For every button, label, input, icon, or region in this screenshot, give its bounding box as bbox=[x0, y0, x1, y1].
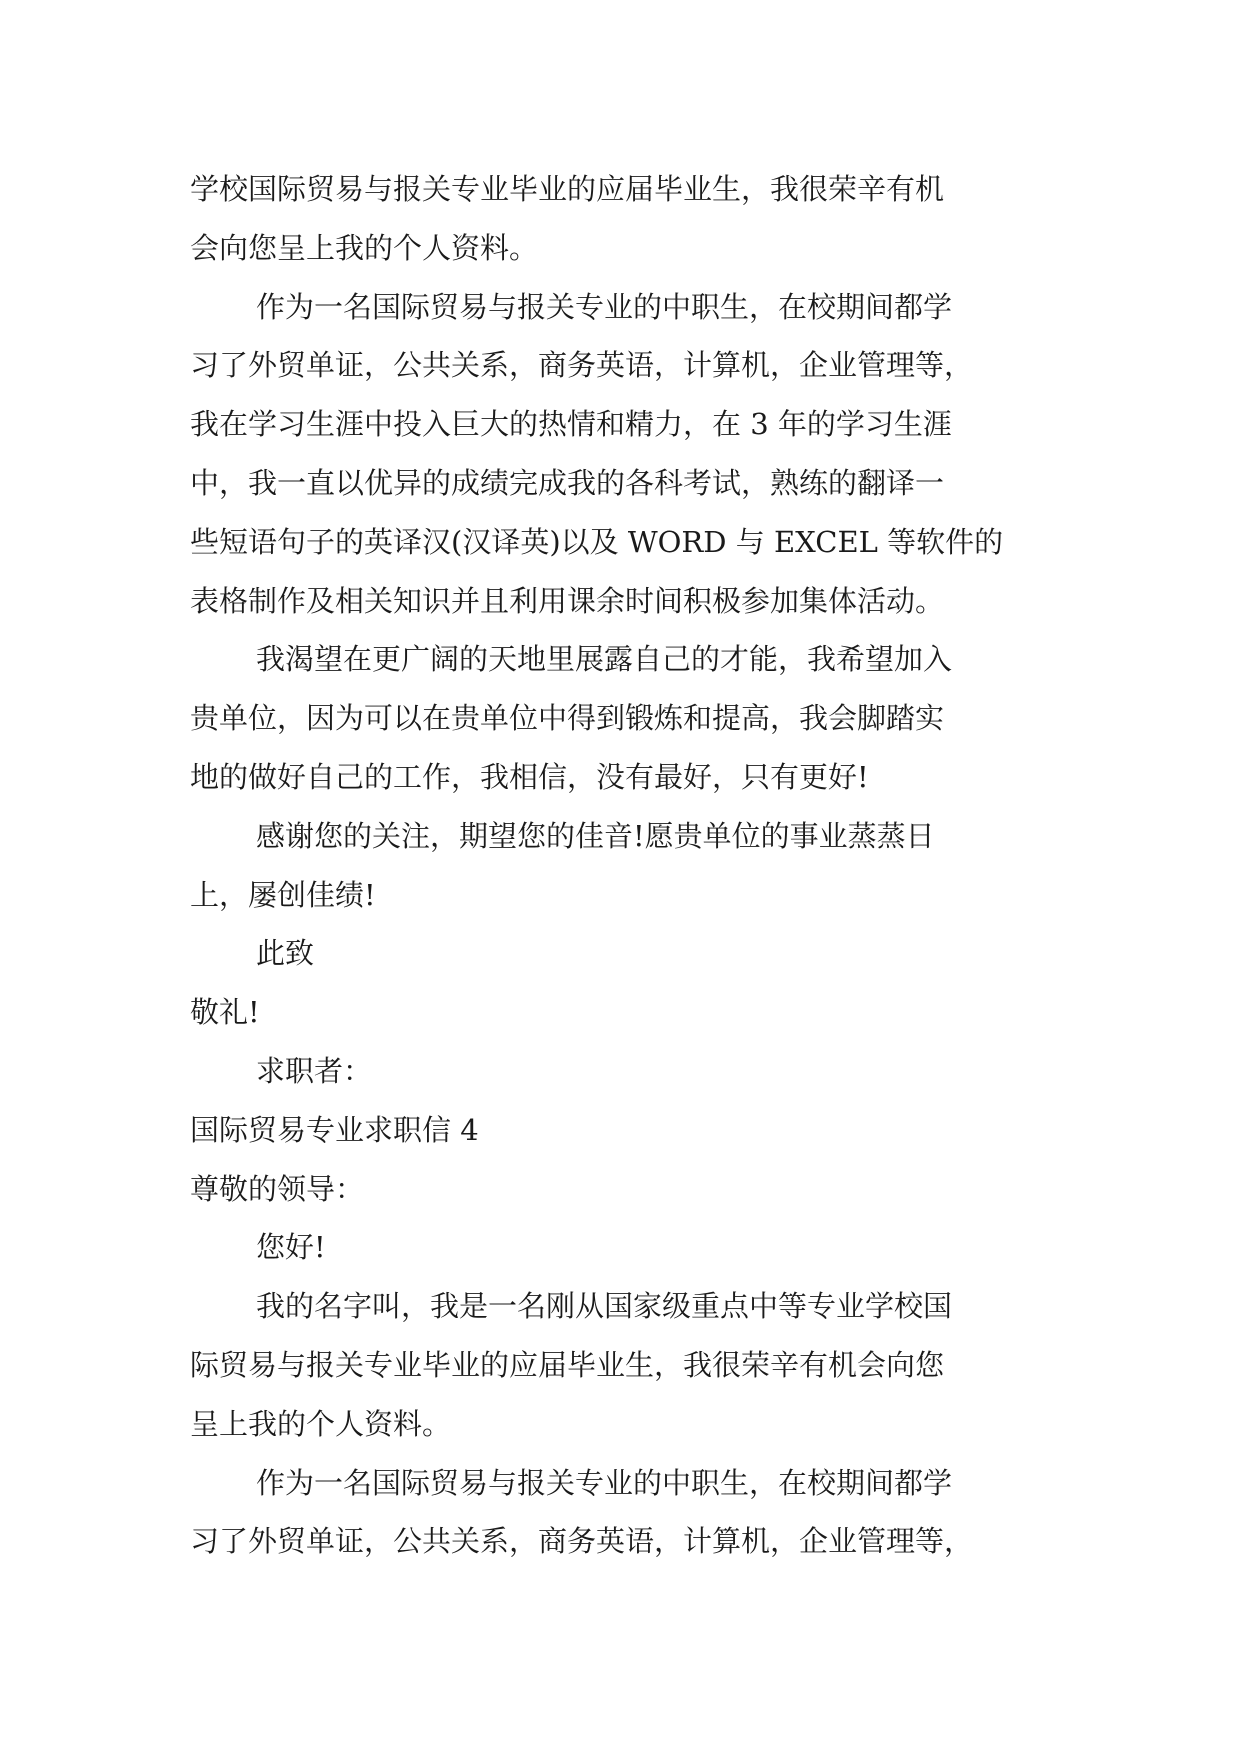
text-line: 地的做好自己的工作，我相信，没有最好，只有更好! bbox=[190, 759, 869, 794]
text-line: 呈上我的个人资料。 bbox=[190, 1406, 452, 1441]
text-line: 会向您呈上我的个人资料。 bbox=[190, 230, 539, 265]
text-line: 些短语句子的英译汉(汉译英)以及 WORD 与 EXCEL 等软件的 bbox=[190, 524, 1004, 559]
text-line: 贵单位，因为可以在贵单位中得到锻炼和提高，我会脚踏实 bbox=[190, 701, 945, 736]
text-line: 表格制作及相关知识并且利用课余时间积极参加集体活动。 bbox=[190, 583, 945, 618]
text-line: 上，屡创佳绩! bbox=[190, 877, 376, 912]
text-line: 作为一名国际贸易与报关专业的中职生，在校期间都学 bbox=[256, 289, 953, 324]
text-line: 习了外贸单证，公共关系，商务英语，计算机，企业管理等， bbox=[190, 348, 974, 383]
text-line: 我在学习生涯中投入巨大的热情和精力，在 3 年的学习生涯 bbox=[190, 407, 952, 442]
greeting-addressee: 尊敬的领导： bbox=[190, 1171, 365, 1206]
signature-label: 求职者： bbox=[256, 1053, 373, 1088]
text-line: 我渴望在更广阔的天地里展露自己的才能，我希望加入 bbox=[256, 642, 953, 677]
closing-salutation: 此致 bbox=[256, 936, 315, 971]
text-line: 作为一名国际贸易与报关专业的中职生，在校期间都学 bbox=[256, 1465, 953, 1500]
text-line: 学校国际贸易与报关专业毕业的应届毕业生，我很荣辛有机 bbox=[190, 172, 945, 206]
text-line: 际贸易与报关专业毕业的应届毕业生，我很荣辛有机会向您 bbox=[190, 1347, 945, 1382]
document-page bbox=[190, 160, 1070, 1571]
section-title: 国际贸易专业求职信 4 bbox=[190, 1112, 479, 1147]
text-line: 中，我一直以优异的成绩完成我的各科考试，熟练的翻译一 bbox=[190, 465, 945, 500]
text-line: 感谢您的关注，期望您的佳音!愿贵单位的事业蒸蒸日 bbox=[256, 818, 935, 853]
text-line: 我的名字叫，我是一名刚从国家级重点中等专业学校国 bbox=[256, 1289, 953, 1324]
closing-regards: 敬礼! bbox=[190, 995, 260, 1030]
greeting: 您好! bbox=[256, 1230, 326, 1265]
text-line: 习了外贸单证，公共关系，商务英语，计算机，企业管理等， bbox=[190, 1524, 974, 1559]
